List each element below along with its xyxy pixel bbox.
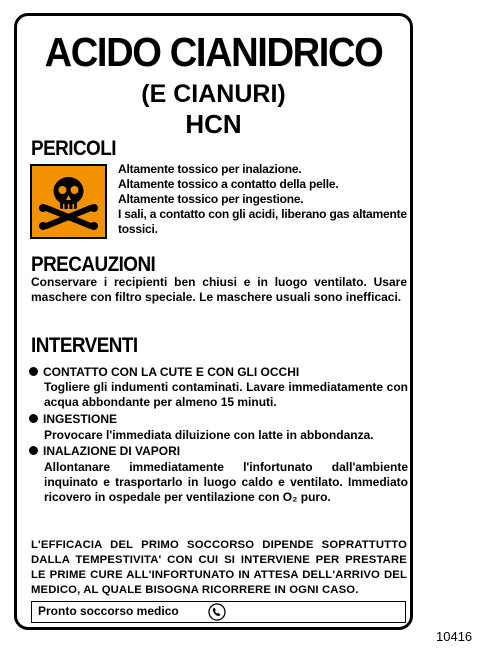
pericoli-line: tossici. — [118, 222, 158, 236]
skull-crossbones-icon — [30, 164, 107, 239]
safety-sign — [14, 13, 413, 630]
first-aid-warning: L'EFFICACIA DEL PRIMO SOCCORSO DIPENDE SOPRATTUTTO DALLA TEMPESTIVITA' CON CUI SI INTERVIENE PER PRESTARE LE PRIME CURE ALL'INFORTUNATO IN ATTESA DELL'ARRIVO DEL MEDICO, AL QUALE BISOGNA RICORRERE IN OGNI CASO. — [31, 539, 407, 596]
first-aid-box — [31, 601, 406, 623]
bullet-icon — [29, 414, 38, 423]
precauzioni-text: Conservare i recipienti ben chiusi e in luogo ventilato. Usare maschere con filtro speciale. Le maschere usuali sono inefficaci. — [31, 275, 407, 304]
intervento-text-cute-occhi: Togliere gli indumenti contaminati. Lavare immediatamente con acqua abbondante per almeno 15 minuti. — [44, 380, 408, 409]
chemical-formula: HCN — [185, 109, 242, 139]
intervento-title-ingestione: INGESTIONE — [29, 412, 117, 427]
sign-subtitle: (E CIANURI) — [141, 80, 286, 108]
pericoli-heading: PERICOLI — [31, 137, 116, 160]
intervento-title-cute-occhi: CONTATTO CON LA CUTE E CON GLI OCCHI — [29, 365, 299, 380]
interventi-heading: INTERVENTI — [31, 334, 138, 357]
first-aid-label: Pronto soccorso medico — [38, 604, 179, 618]
pericoli-line: Altamente tossico per inalazione. — [118, 162, 302, 176]
pericoli-line: I sali, a contatto con gli acidi, liberano gas altamente — [118, 207, 407, 221]
intervento-text-inalazione: Allontanare immediatamente l'infortunato dall'ambiente inquinato e trasportarlo in luogo caldo e ventilato. Immediato ricovero in ospedale per ventilazione con O₂ puro. — [44, 460, 408, 504]
sign-title: ACIDO CIANIDRICO — [44, 29, 383, 75]
bullet-icon — [29, 367, 38, 376]
telephone-icon — [208, 603, 226, 621]
pericoli-line: Altamente tossico a contatto della pelle. — [118, 177, 339, 191]
intervento-title-inalazione: INALAZIONE DI VAPORI — [29, 444, 180, 459]
bullet-icon — [29, 446, 38, 455]
intervento-text-ingestione: Provocare l'immediata diluizione con latte in abbondanza. — [44, 428, 374, 442]
precauzioni-heading: PRECAUZIONI — [31, 253, 156, 276]
pericoli-line: Altamente tossico per ingestione. — [118, 192, 304, 206]
product-code: 10416 — [436, 629, 473, 644]
pericoli-list — [118, 162, 408, 237]
